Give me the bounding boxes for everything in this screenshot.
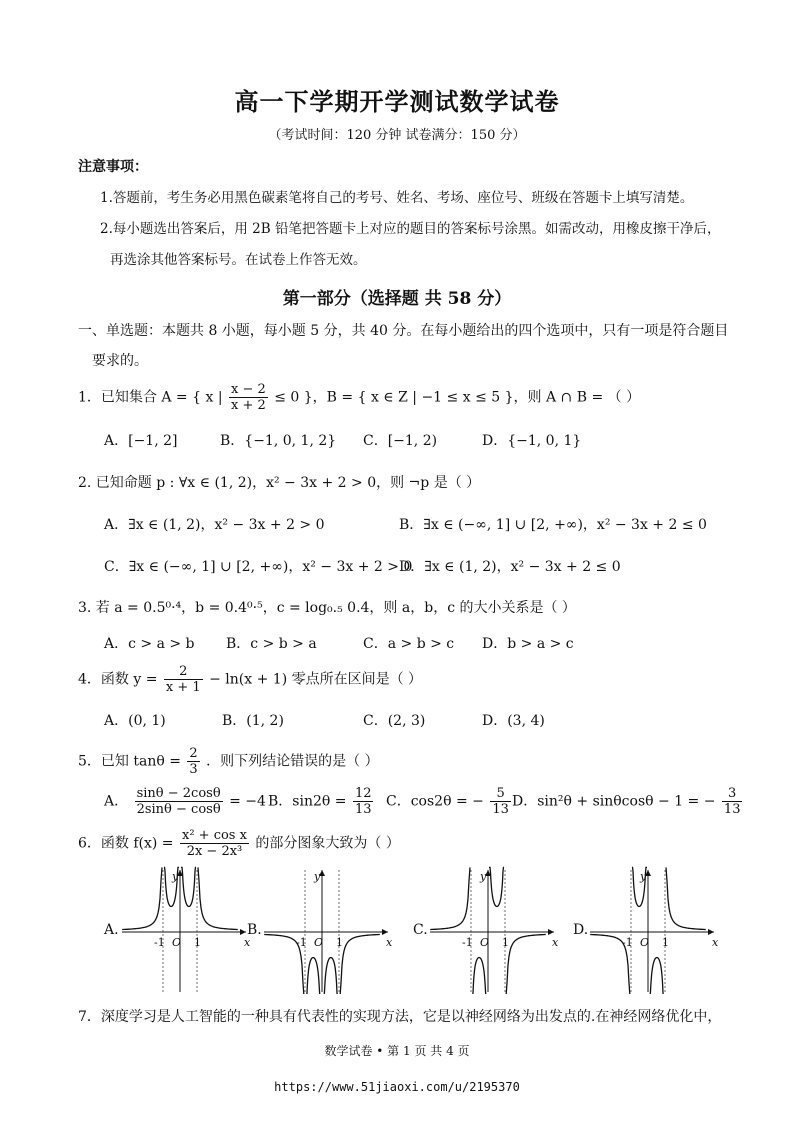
question-text: 5．已知 tanθ = [78,753,181,770]
curve-left [430,867,470,929]
fraction [722,786,743,817]
question-5 [78,746,379,777]
set-a: A = { x | [161,389,223,406]
x-axis-label: x [386,936,393,949]
source-url: https://www.51jiaoxi.com/u/2195370 [274,1080,520,1094]
option-a[interactable]: A．∃x ∈ (1, 2)，x² − 3x + 2 > 0 [104,517,325,533]
tick-label-neg-one: -1 [154,936,165,949]
set-b: ，B = { x ∈ Z | −1 ≤ x ≤ 5 } [312,389,514,406]
option-b[interactable]: B．∃x ∈ (−∞, 1] ∪ [2, +∞)，x² − 3x + 2 ≤ 0 [399,517,707,533]
tick-label-neg-one: -1 [296,936,307,949]
exam-subtitle: （考试时间：120 分钟 试卷满分：150 分） [268,128,526,143]
question-text: 已知集合 [100,389,157,406]
y-axis-label: y [640,870,647,883]
fraction [164,664,203,695]
question-4 [78,664,422,695]
tick-label-one: 1 [662,936,669,949]
option-d[interactable]: D．b > a > c [482,636,574,652]
section-instructions-cont: 要求的。 [92,353,148,369]
question-6 [78,828,400,859]
option-a[interactable]: A．c > a > b [104,636,195,652]
denominator: x + 1 [165,680,201,695]
option-c[interactable]: C．(2, 3) [363,713,426,729]
y-axis-label: y [314,870,321,883]
question-7: 7．深度学习是人工智能的一种具有代表性的实现方法，它是以神经网络为出发点的.在神经网络优化中， [78,1009,722,1025]
option-text: C．cos2θ = − [386,793,484,810]
origin-label: O [640,936,650,949]
option-label: A． [104,793,129,810]
option-tail: = −4 [229,793,266,810]
question-1 [78,382,640,413]
option-c[interactable]: C．[−1, 2) [363,433,438,449]
option-d[interactable] [512,786,744,817]
option-b[interactable] [268,786,375,817]
graph-option-d[interactable] [588,864,722,994]
option-a[interactable] [104,786,266,817]
section-instructions: 一、单选题：本题共 8 小题，每小题 5 分，共 40 分。在每小题给出的四个选项中，只有一项是符合题目 [78,323,729,339]
denominator: 2sinθ − cosθ [136,802,221,817]
fraction [353,786,374,817]
question-2: 2. 已知命题 p : ∀x ∈ (1, 2)，x² − 3x + 2 > 0，则 ¬p 是（ ） [78,475,481,491]
tick-label-neg-one: -1 [622,936,633,949]
numerator: 2 [189,746,198,761]
curve-mid-right [181,867,196,906]
denominator: x + 2 [231,398,266,413]
tick-label-one: 1 [502,936,509,949]
option-d[interactable]: D．(3, 4) [482,713,545,729]
numerator: 3 [728,786,737,801]
graph-option-a[interactable] [120,864,254,994]
x-axis-arrow [548,929,554,935]
option-b-label[interactable]: B. [247,922,262,938]
curve-mid-left [306,958,321,995]
numerator: 12 [354,786,372,801]
numerator: 5 [496,786,505,801]
tick-label-one: 1 [194,936,201,949]
option-text: D．sin²θ + sinθcosθ − 1 = − [512,793,716,810]
denominator: 13 [354,802,372,817]
option-a-label[interactable]: A. [104,922,119,938]
curve-mid-left [472,958,487,995]
fraction [229,382,268,413]
fraction [135,786,223,817]
option-c[interactable] [386,786,513,817]
tick-label-one: 1 [336,936,343,949]
denominator: 2x − 2x³ [180,843,249,859]
curve-mid-right [323,958,338,995]
x-axis-arrow [708,929,714,935]
y-axis-label: y [480,870,487,883]
origin-label: O [480,936,490,949]
curve-mid-right [489,867,504,906]
y-axis-label: y [172,870,179,883]
question-number: 1． [78,389,101,406]
numerator: x − 2 [231,382,266,397]
origin-label: O [314,936,324,949]
curve-mid-right [649,958,664,995]
set-a-cond: ≤ 0 } [274,389,313,406]
page-footer: 数学试卷 • 第 1 页 共 4 页 [324,1044,470,1058]
notice-heading: 注意事项： [78,159,148,175]
option-b[interactable]: B．c > b > a [226,636,317,652]
x-axis-arrow [240,929,246,935]
graph-option-b[interactable] [262,864,396,994]
option-d[interactable]: D．∃x ∈ (1, 2)，x² − 3x + 2 ≤ 0 [399,559,621,575]
notice-item-2: 2.每小题选出答案后，用 2B 铅笔把答题卡上对应的题目的答案标号涂黑。如需改动，用橡皮擦干净后， [100,221,721,237]
question-tail: ．则下列结论错误的是（ ） [206,753,379,770]
option-a[interactable]: A．[−1, 2] [104,433,178,449]
x-axis-label: x [244,936,251,949]
x-axis-label: x [712,936,719,949]
fraction [180,828,249,859]
notice-item-2-cont: 再选涂其他答案标号。在试卷上作答无效。 [110,252,367,268]
fraction [490,786,511,817]
numerator: sinθ − 2cosθ [136,786,221,801]
tick-label-neg-one: -1 [462,936,473,949]
curve-right [198,867,238,929]
option-a[interactable]: A．(0, 1) [104,713,166,729]
x-axis-arrow [382,929,388,935]
fraction [187,746,199,777]
question-text: 6．函数 f(x) = [78,835,174,852]
denominator: 13 [723,802,741,817]
question-text: 4．函数 y = [78,671,158,688]
option-c[interactable]: C．∃x ∈ (−∞, 1] ∪ [2, +∞)，x² − 3x + 2 > 0 [104,559,413,575]
curve-right [666,867,706,929]
denominator: 3 [189,762,198,777]
notice-item-1: 1.答题前，考生务必用黑色碳素笔将自己的考号、姓名、考场、座位号、班级在答题卡上填写清楚。 [100,190,694,206]
curve-right [340,935,380,995]
curve-right [506,935,546,995]
option-text: B．sin2θ = [268,793,347,810]
option-d-label[interactable]: D. [573,922,589,938]
option-d[interactable]: D．{−1, 0, 1} [482,433,582,449]
x-axis-label: x [552,936,559,949]
origin-label: O [172,936,182,949]
numerator: x² + cos x [182,828,247,843]
question-tail: 的部分图象大致为（ ） [255,835,400,852]
numerator: 2 [179,664,188,679]
option-c-label[interactable]: C. [413,922,428,938]
question-tail: ，则 A ∩ B = （ ） [513,389,641,406]
denominator: 13 [492,802,509,817]
question-tail: − ln(x + 1) 零点所在区间是（ ） [209,671,423,688]
part-one-title: 第一部分（选择题 共 58 分） [282,289,512,309]
option-b[interactable]: B．{−1, 0, 1, 2} [220,433,337,449]
exam-title: 高一下学期开学测试数学试卷 [234,87,560,116]
question-3: 3. 若 a = 0.5⁰·⁴，b = 0.4⁰·⁵，c = log₀.₅ 0.4，则 a，b，c 的大小关系是（ ） [78,600,576,616]
option-c[interactable]: C．a > b > c [363,636,455,652]
option-b[interactable]: B．(1, 2) [222,713,284,729]
graph-option-c[interactable] [428,864,562,994]
curve-left [122,867,162,929]
